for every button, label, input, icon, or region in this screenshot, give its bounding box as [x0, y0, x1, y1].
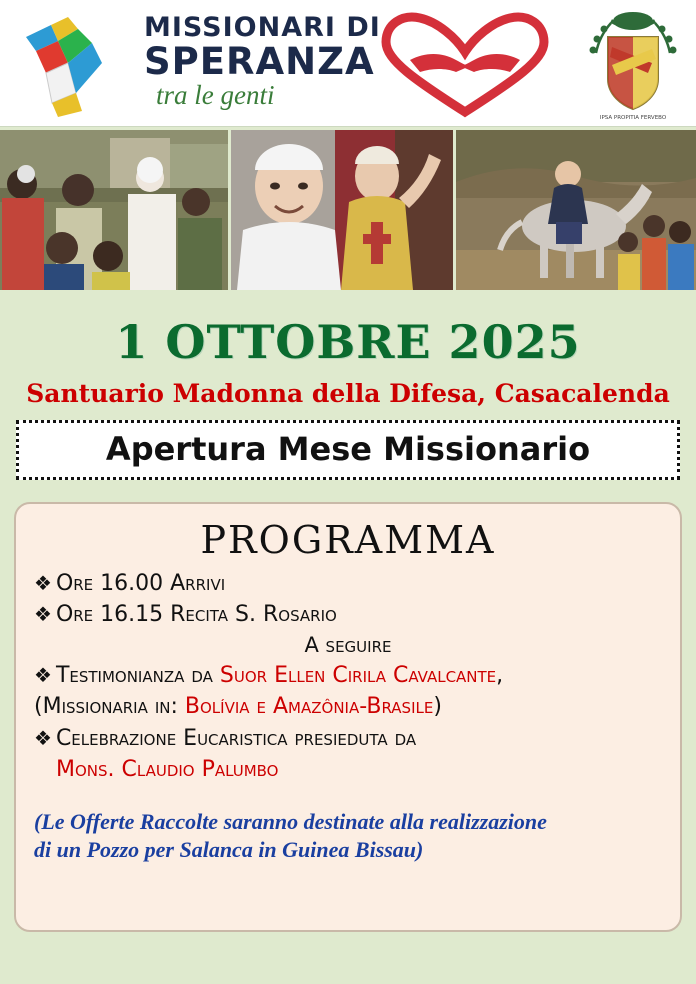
bullet-icon: ❖ — [34, 602, 52, 627]
testimony-name: Suor Ellen Cirila Cavalcante — [219, 663, 497, 689]
header-band — [0, 0, 696, 127]
program-item-label: Ore 16.15 Recita S. Rosario — [55, 602, 337, 628]
mission-places: Bolívia e Amazônia-Brasile — [184, 694, 434, 720]
heart-with-hands-icon — [370, 8, 560, 118]
bullet-icon: ❖ — [34, 663, 52, 688]
offer-note-line-2: di un Pozzo per Salanca in Guinea Bissau) — [34, 837, 424, 863]
testimony-prefix: Testimonianza da — [55, 663, 220, 689]
offer-note — [34, 808, 662, 865]
program-item-celebrant — [34, 756, 662, 784]
photo-strip — [0, 127, 696, 293]
mission-prefix: (Missionaria in: — [34, 694, 185, 720]
event-place: Santuario Madonna della Difesa, Casacalenda — [26, 379, 670, 408]
logo-title-block — [114, 4, 578, 122]
event-banner — [16, 420, 680, 480]
photo-pope-with-children — [0, 130, 228, 290]
program-subnote: A seguire — [304, 633, 392, 658]
program-item-celebrazione — [34, 725, 662, 753]
program-item-label: Ore 16.00 Arrivi — [55, 571, 226, 596]
program-item-mission-places — [34, 693, 662, 721]
event-date: 1 OTTOBRE 2025 — [115, 315, 581, 369]
program-heading: PROGRAMMA — [200, 518, 496, 562]
celebration-prefix: Celebrazione Eucaristica presieduta da — [55, 725, 417, 751]
offer-note-line-1: (Le Offerte Raccolte saranno destinate alla realizzazione — [34, 808, 547, 834]
photo-pope-francis-and-statue — [231, 130, 453, 290]
logo-line-3: tra le genti — [156, 80, 275, 110]
svg-text:IPSA PROPITIA FERVEBO: IPSA PROPITIA FERVEBO — [599, 115, 667, 121]
program-item-testimonianza — [34, 662, 662, 690]
bishop-coat-of-arms-icon — [578, 3, 688, 123]
event-banner-text: Apertura Mese Missionario — [105, 430, 591, 468]
photo-missionary-on-horse — [456, 130, 696, 290]
bullet-icon: ❖ — [34, 725, 52, 750]
program-item-arrivi — [34, 570, 662, 598]
program-box — [14, 502, 682, 932]
bullet-icon: ❖ — [34, 571, 52, 595]
logo-line-1: MISSIONARI DI — [144, 12, 381, 43]
mission-suffix: ) — [433, 694, 442, 720]
colored-cross-icon — [6, 7, 114, 119]
program-item-rosario — [34, 601, 662, 629]
logo-line-2: SPERANZA — [144, 40, 375, 83]
celebrant-name: Mons. Claudio Palumbo — [56, 756, 279, 782]
testimony-suffix: , — [496, 663, 504, 689]
